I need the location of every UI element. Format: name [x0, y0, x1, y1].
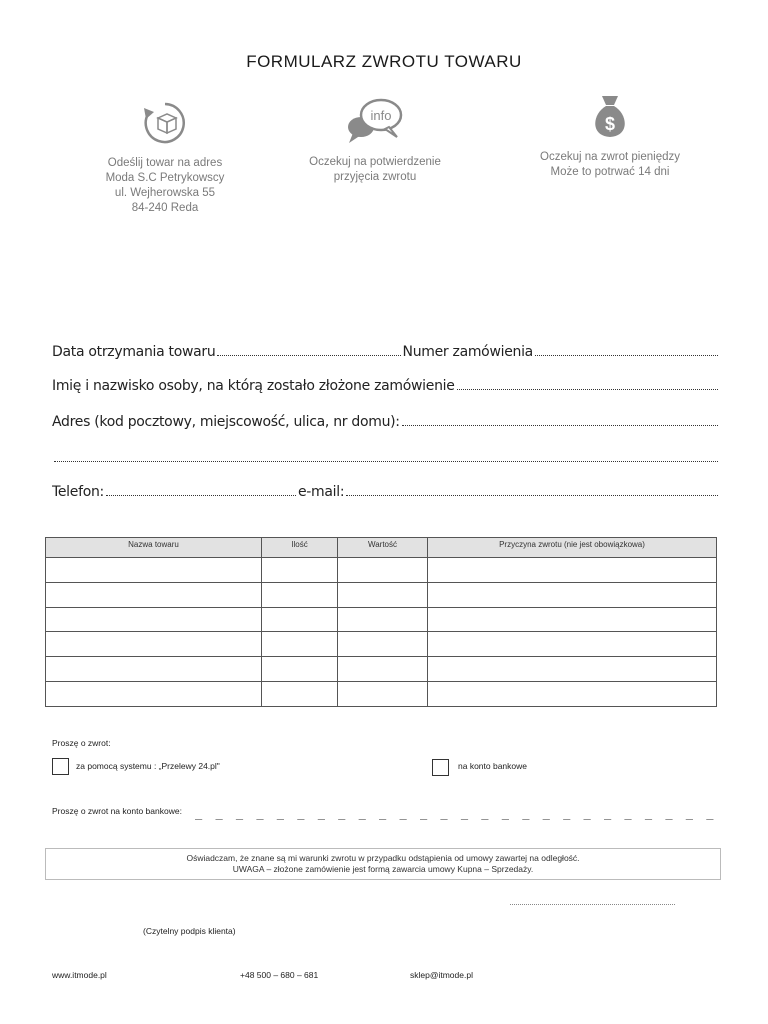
date-input[interactable] [217, 344, 400, 356]
name-input[interactable] [457, 378, 718, 390]
value-cell[interactable] [338, 582, 428, 607]
header-item-name: Nazwa towaru [46, 538, 262, 558]
reason-cell[interactable] [428, 582, 717, 607]
declaration-box [45, 848, 721, 880]
date-label: Data otrzymania towaru [52, 344, 216, 360]
step-text: Może to potrwać 14 dni [550, 166, 670, 178]
value-cell[interactable] [338, 558, 428, 583]
header-return-reason: Przyczyna zwrotu (nie jest obowiązkowa) [428, 538, 717, 558]
form-title: FORMULARZ ZWROTU TOWARU [246, 52, 522, 71]
refund-p24-label: za pomocą systemu : „Przelewy 24.pl" [76, 761, 220, 771]
item-name-cell[interactable] [46, 582, 262, 607]
field-row-contact [52, 484, 720, 504]
refund-p24-checkbox[interactable] [52, 758, 69, 775]
step-text: ul. Wejherowska 55 [114, 187, 216, 199]
item-name-cell[interactable] [46, 607, 262, 632]
item-name-cell[interactable] [46, 558, 262, 583]
quantity-cell[interactable] [262, 582, 338, 607]
return-box-icon [140, 100, 190, 146]
value-cell[interactable] [338, 657, 428, 682]
step-text: Moda S.C Petrykowscy [105, 172, 225, 184]
phone-label: Telefon: [52, 484, 104, 500]
address-input[interactable] [402, 414, 718, 426]
step-send-goods [70, 100, 260, 216]
step-text: Oczekuj na potwierdzenie [309, 156, 441, 168]
table-row [46, 607, 717, 632]
step-text: Oczekuj na zwrot pieniędzy [540, 151, 680, 163]
value-cell[interactable] [338, 607, 428, 632]
declaration-line-2: UWAGA – złożone zamówienie jest formą zawarcia umowy Kupna – Sprzedaży. [232, 864, 534, 874]
address-label: Adres (kod pocztowy, miejscowość, ulica, nr domu): [52, 414, 400, 430]
table-row [46, 582, 717, 607]
refund-bank-label: na konto bankowe [458, 761, 527, 771]
declaration-line-1: Oświadczam, że znane są mi warunki zwrotu w przypadku odstąpienia od umowy zawartej na odległość. [186, 853, 580, 863]
quantity-cell[interactable] [262, 558, 338, 583]
reason-cell[interactable] [428, 607, 717, 632]
footer-email[interactable]: sklep@itmode.pl [410, 970, 473, 980]
reason-cell[interactable] [428, 558, 717, 583]
dollar-sign: $ [604, 114, 616, 134]
address-input-line-2[interactable] [54, 450, 718, 462]
account-label: Proszę o zwrot na konto bankowe: [52, 806, 182, 816]
info-icon-text: info [370, 108, 392, 123]
item-name-cell[interactable] [46, 657, 262, 682]
item-name-cell[interactable] [46, 632, 262, 657]
reason-cell[interactable] [428, 632, 717, 657]
signature-line[interactable] [510, 904, 675, 905]
step-await-refund [510, 92, 710, 180]
field-row-address-2 [52, 450, 720, 470]
value-cell[interactable] [338, 632, 428, 657]
table-header-row [46, 538, 717, 558]
money-bag-icon [588, 92, 632, 140]
refund-bank-checkbox[interactable] [432, 759, 449, 776]
quantity-cell[interactable] [262, 607, 338, 632]
quantity-cell[interactable] [262, 681, 338, 706]
info-bubble-icon [345, 95, 405, 145]
account-number-input[interactable]: _ _ _ _ _ _ _ _ _ _ _ _ _ _ _ _ _ _ _ _ _ _ _ _ _ _ [195, 806, 717, 820]
table-row [46, 558, 717, 583]
footer-website[interactable]: www.itmode.pl [52, 970, 107, 980]
step-text: przyjęcia zwrotu [333, 171, 417, 183]
item-name-cell[interactable] [46, 681, 262, 706]
order-number-label: Numer zamówienia [402, 344, 533, 360]
signature-label: (Czytelny podpis klienta) [143, 926, 236, 936]
header-quantity: Ilość [262, 538, 338, 558]
table-row [46, 657, 717, 682]
reason-cell[interactable] [428, 681, 717, 706]
field-row-address [52, 414, 720, 434]
header-value: Wartość [338, 538, 428, 558]
value-cell[interactable] [338, 681, 428, 706]
phone-input[interactable] [106, 484, 296, 496]
field-row-name [52, 378, 720, 398]
name-label: Imię i nazwisko osoby, na którą zostało złożone zamówienie [52, 378, 455, 394]
return-items-table [45, 537, 717, 707]
refund-label: Proszę o zwrot: [52, 738, 111, 748]
table-row [46, 681, 717, 706]
step-text: 84-240 Reda [131, 202, 199, 214]
footer-phone: +48 500 – 680 – 681 [240, 970, 319, 980]
email-input[interactable] [346, 484, 718, 496]
quantity-cell[interactable] [262, 657, 338, 682]
field-row-date-order [52, 344, 720, 364]
step-await-confirmation [280, 95, 470, 185]
table-row [46, 632, 717, 657]
reason-cell[interactable] [428, 657, 717, 682]
email-label: e-mail: [297, 484, 345, 500]
order-number-input[interactable] [535, 344, 718, 356]
step-text: Odeślij towar na adres [107, 157, 223, 169]
quantity-cell[interactable] [262, 632, 338, 657]
